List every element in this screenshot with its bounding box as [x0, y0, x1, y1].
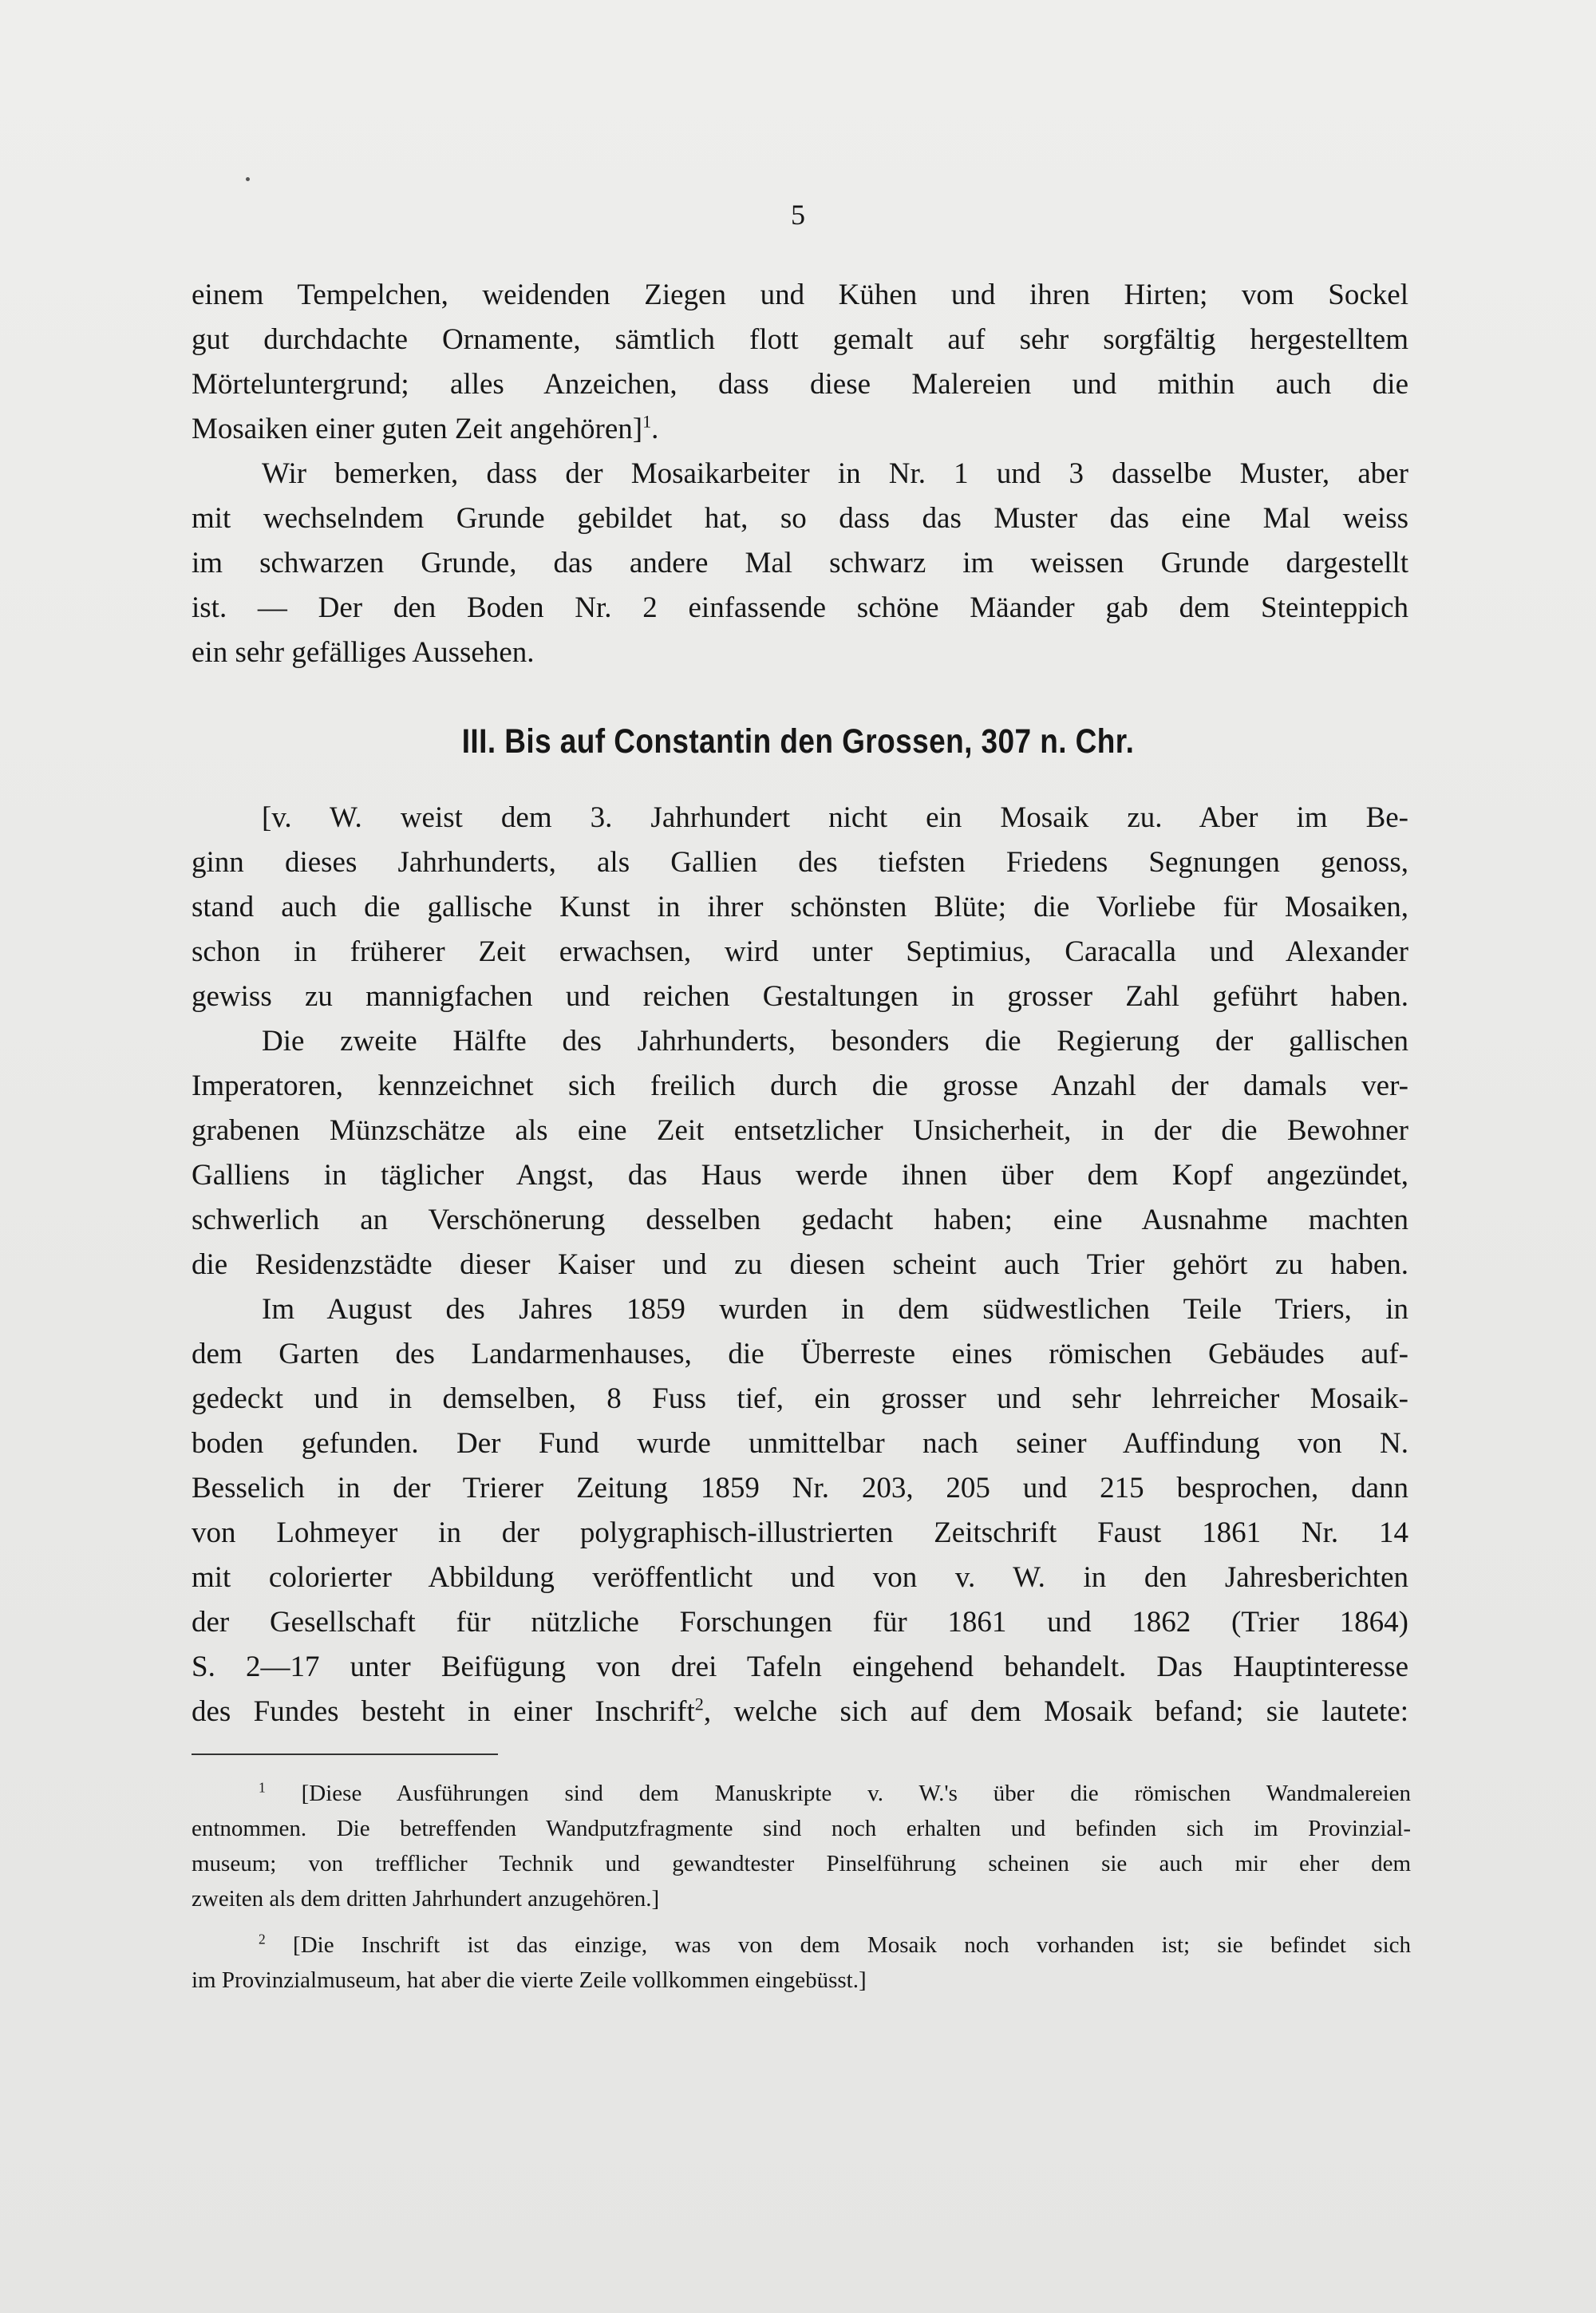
line-end: .	[651, 413, 659, 445]
paragraph-line: gut durchdachte Ornamente, sämtlich flott gemalt auf sehr sorgfältig hergestelltem	[192, 323, 1408, 356]
paragraph-line	[192, 1690, 1408, 1734]
footnote-marker: 2	[259, 1931, 266, 1947]
paragraph-line: schwerlich an Verschönerung desselben gedacht haben; eine Ausnahme machten	[192, 1204, 1408, 1236]
line-text: des Fundes besteht in einer Inschrift	[192, 1695, 695, 1728]
paragraph-line: Im August des Jahres 1859 wurden in dem südwestlichen Teile Triers, in	[262, 1293, 1408, 1326]
paragraph-line: gewiss zu mannigfachen und reichen Gestaltungen in grosser Zahl geführt haben.	[192, 980, 1408, 1013]
paragraph-line: der Gesellschaft für nützliche Forschungen für 1861 und 1862 (Trier 1864)	[192, 1606, 1408, 1639]
paragraph-line: [v. W. weist dem 3. Jahrhundert nicht ein Mosaik zu. Aber im Be-	[262, 801, 1408, 834]
paragraph-line: ginn dieses Jahrhunderts, als Gallien des tiefsten Friedens Segnungen genoss,	[192, 846, 1408, 879]
paragraph-line: stand auch die gallische Kunst in ihrer schönsten Blüte; die Vorliebe für Mosaiken,	[192, 891, 1408, 923]
paragraph-line: dem Garten des Landarmenhauses, die Überreste eines römischen Gebäudes auf-	[192, 1338, 1408, 1370]
page-number: 5	[791, 199, 805, 231]
footnote-line: museum; von trefflicher Technik und gewandtester Pinselführung scheinen sie auch mir eher dem	[192, 1851, 1411, 1876]
line-text: Mosaiken einer guten Zeit angehören]	[192, 413, 643, 445]
line-end: , welche sich auf dem Mosaik befand; sie lautete:	[703, 1695, 1409, 1728]
main-text-block	[192, 796, 1408, 1734]
footnote-text: [Die Inschrift ist das einzige, was von dem Mosaik noch vorhanden ist; sie befindet sich	[293, 1932, 1412, 1958]
paragraph-line: mit colorierter Abbildung veröffentlicht und von v. W. in den Jahresberichten	[192, 1561, 1408, 1594]
paragraph-line: gedeckt und in demselben, 8 Fuss tief, ein grosser und sehr lehrreicher Mosaik-	[192, 1382, 1408, 1415]
paragraph-line: einem Tempelchen, weidenden Ziegen und Kühen und ihren Hirten; vom Sockel	[192, 279, 1408, 311]
paragraph-line: die Residenzstädte dieser Kaiser und zu diesen scheint auch Trier gehört zu haben.	[192, 1248, 1408, 1281]
footnote-ref[interactable]: 2	[694, 1694, 704, 1714]
paragraph-line: Besselich in der Trierer Zeitung 1859 Nr. 203, 205 und 215 besprochen, dann	[192, 1472, 1408, 1504]
stray-ink-dot	[246, 177, 250, 181]
paragraph-line: schon in früherer Zeit erwachsen, wird unter Septimius, Caracalla und Alexander	[192, 935, 1408, 968]
footnote-marker: 1	[259, 1779, 266, 1796]
footnotes	[192, 1776, 1411, 1998]
paragraph-line: Imperatoren, kennzeichnet sich freilich durch die grosse Anzahl der damals ver-	[192, 1070, 1408, 1102]
paragraph-line	[192, 407, 1408, 452]
paragraph-line: mit wechselndem Grunde gebildet hat, so dass das Muster das eine Mal weiss	[192, 502, 1408, 535]
paragraph-line: Galliens in täglicher Angst, das Haus werde ihnen über dem Kopf angezündet,	[192, 1159, 1408, 1192]
footnote-line	[192, 1776, 1411, 1811]
paragraph-line: boden gefunden. Der Fund wurde unmittelbar nach seiner Auffindung von N.	[192, 1427, 1408, 1460]
paragraph-line: ein sehr gefälliges Aussehen.	[192, 636, 535, 669]
paragraph-line: im schwarzen Grunde, das andere Mal schwarz im weissen Grunde dargestellt	[192, 547, 1408, 579]
footnote-line: zweiten als dem dritten Jahrhundert anzugehören.]	[192, 1886, 660, 1912]
footnote-ref[interactable]: 1	[642, 411, 652, 432]
footnote-gap	[192, 1916, 1411, 1928]
footnote-separator	[192, 1754, 498, 1755]
paragraph-line: Wir bemerken, dass der Mosaikarbeiter in Nr. 1 und 3 dasselbe Muster, aber	[262, 457, 1408, 490]
footnote-text: [Diese Ausführungen sind dem Manuskripte v. W.'s über die römischen Wandmalereien	[301, 1781, 1412, 1806]
section-heading: III. Bis auf Constantin den Grossen, 307 n. Chr.	[461, 722, 1135, 761]
paragraph-line: von Lohmeyer in der polygraphisch-illustrierten Zeitschrift Faust 1861 Nr. 14	[192, 1516, 1408, 1549]
paragraph-line: Die zweite Hälfte des Jahrhunderts, besonders die Regierung der gallischen	[262, 1025, 1408, 1058]
footnote-line	[192, 1928, 1411, 1963]
footnote-line: entnommen. Die betreffenden Wandputzfragmente sind noch erhalten und befinden sich im Provinzial-	[192, 1816, 1411, 1841]
paragraph-line: ist. — Der den Boden Nr. 2 einfassende schöne Mäander gab dem Steinteppich	[192, 591, 1408, 624]
paragraph-line: grabenen Münzschätze als eine Zeit entsetzlicher Unsicherheit, in der die Bewohner	[192, 1114, 1408, 1147]
paragraph-line: S. 2—17 unter Beifügung von drei Tafeln eingehend behandelt. Das Hauptinteresse	[192, 1651, 1408, 1683]
paragraph-line: Mörteluntergrund; alles Anzeichen, dass diese Malereien und mithin auch die	[192, 368, 1408, 401]
top-text-block	[192, 273, 1408, 675]
footnote-line: im Provinzialmuseum, hat aber die vierte Zeile vollkommen eingebüsst.]	[192, 1967, 867, 1993]
